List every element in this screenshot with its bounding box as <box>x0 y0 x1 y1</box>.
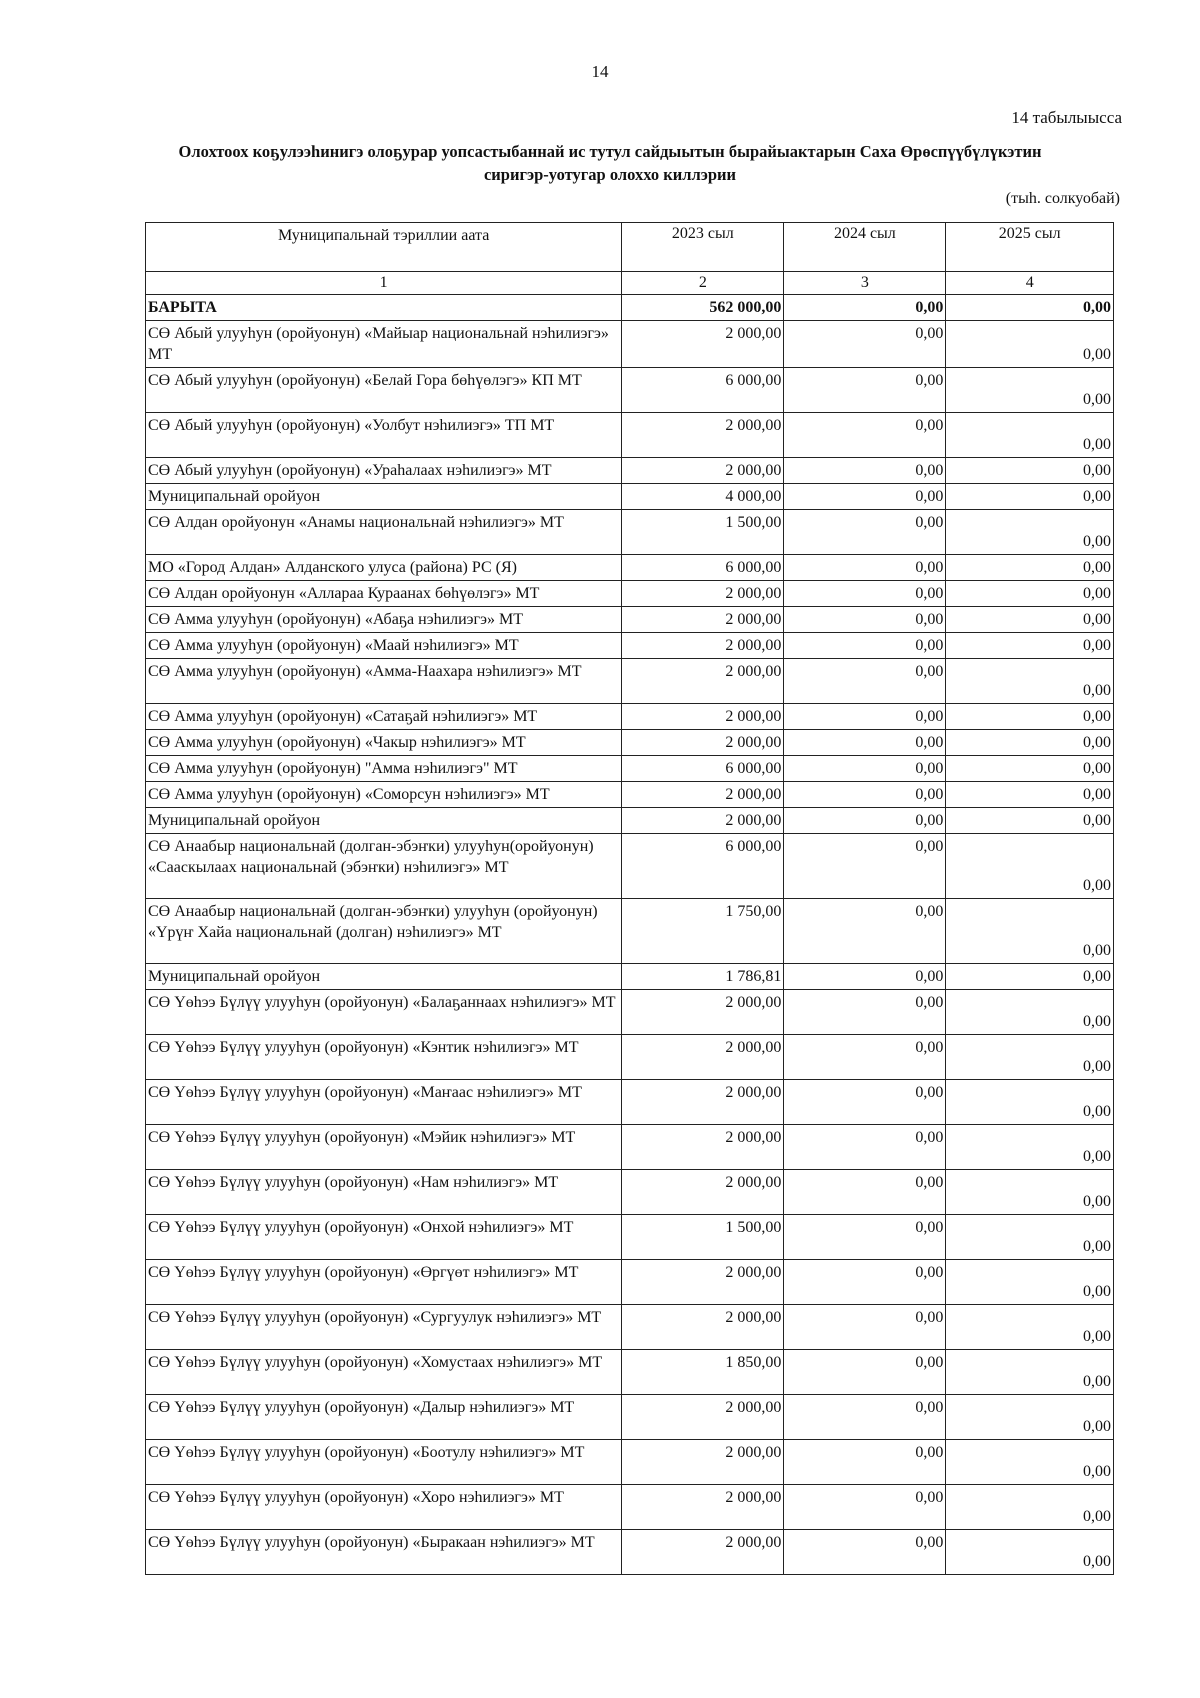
title-line-1: Олохтоох коҕулээһинигэ олоҕурар уопсастыбаннай ис тутул сайдыытын бырайыактарын Саха Өрөспүүбүлүкэтин <box>178 142 1042 161</box>
value-2025: 0,00 <box>946 704 1114 730</box>
municipality-name: СӨ Анаабыр национальнай (долган-эбэҥки) улууһун (оройуонун) «Үрүҥ Хайа национальнай (долган) нэһилиэгэ» МТ <box>146 899 622 964</box>
value-2024: 0,00 <box>784 1305 946 1350</box>
value-2024: 0,00 <box>784 295 946 321</box>
municipality-name: СӨ Үөһээ Бүлүү улууһун (оройуонун) «Балаҕаннаах нэһилиэгэ» МТ <box>146 990 622 1035</box>
value-2024: 0,00 <box>784 756 946 782</box>
table-row <box>146 1485 1114 1530</box>
municipality-name: СӨ Үөһээ Бүлүү улууһун (оройуонун) «Хоро нэһилиэгэ» МТ <box>146 1485 622 1530</box>
value-2023: 1 750,00 <box>622 899 784 964</box>
value-2024: 0,00 <box>784 607 946 633</box>
municipality-name: СӨ Үөһээ Бүлүү улууһун (оройуонун) «Хомустаах нэһилиэгэ» МТ <box>146 1350 622 1395</box>
value-2024: 0,00 <box>784 782 946 808</box>
column-number: 4 <box>946 272 1114 295</box>
municipality-name: Муниципальнай оройуон <box>146 964 622 990</box>
municipality-name: СӨ Абый улууһун (оройуонун) «Белай Гора бөһүөлэгэ» КП МТ <box>146 368 622 413</box>
value-2023: 2 000,00 <box>622 990 784 1035</box>
value-2025: 0,00 <box>946 1350 1114 1395</box>
table-row <box>146 484 1114 510</box>
municipality-name: СӨ Амма улууһун (оройуонун) «Сатаҕай нэһилиэгэ» МТ <box>146 704 622 730</box>
value-2024: 0,00 <box>784 1260 946 1305</box>
value-2024: 0,00 <box>784 510 946 555</box>
municipality-name: СӨ Алдан оройуонун «Анамы национальнай нэһилиэгэ» МТ <box>146 510 622 555</box>
value-2023: 2 000,00 <box>622 413 784 458</box>
table-row <box>146 1395 1114 1440</box>
value-2024: 0,00 <box>784 1125 946 1170</box>
value-2023: 2 000,00 <box>622 1260 784 1305</box>
municipality-name: СӨ Үөһээ Бүлүү улууһун (оройуонун) «Кэнтик нэһилиэгэ» МТ <box>146 1035 622 1080</box>
municipality-name: СӨ Үөһээ Бүлүү улууһун (оройуонун) «Далыр нэһилиэгэ» МТ <box>146 1395 622 1440</box>
table-row <box>146 1215 1114 1260</box>
funding-table <box>145 222 1114 1575</box>
header-row <box>146 223 1114 272</box>
value-2023: 6 000,00 <box>622 555 784 581</box>
table-row <box>146 1305 1114 1350</box>
table-row <box>146 555 1114 581</box>
municipality-name: СӨ Үөһээ Бүлүү улууһун (оройуонун) «Онхой нэһилиэгэ» МТ <box>146 1215 622 1260</box>
value-2023: 1 500,00 <box>622 1215 784 1260</box>
table-row <box>146 1260 1114 1305</box>
value-2025: 0,00 <box>946 1485 1114 1530</box>
value-2024: 0,00 <box>784 659 946 704</box>
table-row <box>146 321 1114 368</box>
table-row <box>146 730 1114 756</box>
value-2024: 0,00 <box>784 368 946 413</box>
table-row <box>146 990 1114 1035</box>
municipality-name: СӨ Абый улууһун (оройуонун) «Ураһалаах нэһилиэгэ» МТ <box>146 458 622 484</box>
value-2023: 2 000,00 <box>622 607 784 633</box>
value-2023: 2 000,00 <box>622 1395 784 1440</box>
municipality-name: Муниципальнай оройуон <box>146 808 622 834</box>
value-2024: 0,00 <box>784 1170 946 1215</box>
municipality-name: СӨ Амма улууһун (оройуонун) «Чакыр нэһилиэгэ» МТ <box>146 730 622 756</box>
value-2024: 0,00 <box>784 1350 946 1395</box>
table-row <box>146 581 1114 607</box>
value-2025: 0,00 <box>946 834 1114 899</box>
value-2023: 2 000,00 <box>622 633 784 659</box>
total-row <box>146 295 1114 321</box>
value-2024: 0,00 <box>784 990 946 1035</box>
table-row <box>146 756 1114 782</box>
municipality-name: СӨ Үөһээ Бүлүү улууһун (оройуонун) «Маҥаас нэһилиэгэ» МТ <box>146 1080 622 1125</box>
table-body <box>146 295 1114 1575</box>
value-2025: 0,00 <box>946 1260 1114 1305</box>
appendix-label: 14 табылыысса <box>1011 108 1122 127</box>
table-row <box>146 458 1114 484</box>
table-row <box>146 607 1114 633</box>
value-2025: 0,00 <box>946 1305 1114 1350</box>
value-2024: 0,00 <box>784 1080 946 1125</box>
column-number-row <box>146 272 1114 295</box>
value-2024: 0,00 <box>784 321 946 368</box>
value-2023: 2 000,00 <box>622 808 784 834</box>
value-2025: 0,00 <box>946 633 1114 659</box>
municipality-name: СӨ Үөһээ Бүлүү улууһун (оройуонун) «Мэйик нэһилиэгэ» МТ <box>146 1125 622 1170</box>
value-2025: 0,00 <box>946 295 1114 321</box>
value-2024: 0,00 <box>784 1530 946 1575</box>
value-2025: 0,00 <box>946 1215 1114 1260</box>
value-2023: 2 000,00 <box>622 1170 784 1215</box>
value-2023: 2 000,00 <box>622 1305 784 1350</box>
value-2025: 0,00 <box>946 413 1114 458</box>
title-line-2: сиригэр-уотугар олоххо киллэрии <box>483 165 737 184</box>
value-2023: 2 000,00 <box>622 659 784 704</box>
municipality-name: МО «Город Алдан» Алданского улуса (района) РС (Я) <box>146 555 622 581</box>
value-2025: 0,00 <box>946 484 1114 510</box>
table-row <box>146 1170 1114 1215</box>
municipality-name: СӨ Абый улууһун (оройуонун) «Уолбут нэһилиэгэ» ТП МТ <box>146 413 622 458</box>
table-row <box>146 782 1114 808</box>
value-2023: 6 000,00 <box>622 756 784 782</box>
value-2025: 0,00 <box>946 1080 1114 1125</box>
value-2024: 0,00 <box>784 1485 946 1530</box>
municipality-name: СӨ Үөһээ Бүлүү улууһун (оройуонун) «Өргүөт нэһилиэгэ» МТ <box>146 1260 622 1305</box>
value-2025: 0,00 <box>946 1035 1114 1080</box>
municipality-name: Муниципальнай оройуон <box>146 484 622 510</box>
table-row <box>146 1035 1114 1080</box>
header-name: Муниципальнай тэриллии аата <box>146 223 622 272</box>
value-2023: 2 000,00 <box>622 1485 784 1530</box>
value-2023: 1 786,81 <box>622 964 784 990</box>
value-2025: 0,00 <box>946 321 1114 368</box>
municipality-name: СӨ Амма улууһун (оройуонун) «Соморсун нэһилиэгэ» МТ <box>146 782 622 808</box>
value-2025: 0,00 <box>946 1395 1114 1440</box>
value-2024: 0,00 <box>784 1395 946 1440</box>
table-row <box>146 808 1114 834</box>
value-2025: 0,00 <box>946 659 1114 704</box>
value-2024: 0,00 <box>784 704 946 730</box>
municipality-name: СӨ Амма улууһун (оройуонун) «Абаҕа нэһилиэгэ» МТ <box>146 607 622 633</box>
table-row <box>146 834 1114 899</box>
value-2024: 0,00 <box>784 834 946 899</box>
table-row <box>146 1350 1114 1395</box>
value-2025: 0,00 <box>946 808 1114 834</box>
header-2024: 2024 сыл <box>784 223 946 272</box>
value-2023: 562 000,00 <box>622 295 784 321</box>
table-row <box>146 659 1114 704</box>
value-2023: 1 500,00 <box>622 510 784 555</box>
value-2025: 0,00 <box>946 555 1114 581</box>
value-2023: 2 000,00 <box>622 321 784 368</box>
table-row <box>146 899 1114 964</box>
value-2025: 0,00 <box>946 458 1114 484</box>
municipality-name: СӨ Анаабыр национальнай (долган-эбэҥки) улууһун(оройуонун) «Сааскылаах национальнай (эбэҥки) нэһилиэгэ» МТ <box>146 834 622 899</box>
column-number: 2 <box>622 272 784 295</box>
municipality-name: СӨ Амма улууһун (оройуонун) «Амма-Наахара нэһилиэгэ» МТ <box>146 659 622 704</box>
table-row <box>146 1080 1114 1125</box>
header-2023: 2023 сыл <box>622 223 784 272</box>
value-2024: 0,00 <box>784 555 946 581</box>
value-2023: 2 000,00 <box>622 1035 784 1080</box>
municipality-name: СӨ Үөһээ Бүлүү улууһун (оройуонун) «Сургуулук нэһилиэгэ» МТ <box>146 1305 622 1350</box>
value-2023: 2 000,00 <box>622 1530 784 1575</box>
value-2024: 0,00 <box>784 633 946 659</box>
table-row <box>146 964 1114 990</box>
value-2023: 1 850,00 <box>622 1350 784 1395</box>
municipality-name: СӨ Алдан оройуонун «Алларaa Курaанах бөһүөлэгэ» МТ <box>146 581 622 607</box>
value-2024: 0,00 <box>784 1440 946 1485</box>
value-2023: 2 000,00 <box>622 581 784 607</box>
table-row <box>146 413 1114 458</box>
value-2025: 0,00 <box>946 1170 1114 1215</box>
column-number: 1 <box>146 272 622 295</box>
municipality-name: СӨ Үөһээ Бүлүү улууһун (оройуонун) «Нам нэһилиэгэ» МТ <box>146 1170 622 1215</box>
value-2025: 0,00 <box>946 756 1114 782</box>
value-2025: 0,00 <box>946 368 1114 413</box>
value-2025: 0,00 <box>946 607 1114 633</box>
municipality-name: СӨ Үөһээ Бүлүү улууһун (оройуонун) «Боотулу нэһилиэгэ» МТ <box>146 1440 622 1485</box>
value-2023: 4 000,00 <box>622 484 784 510</box>
value-2023: 2 000,00 <box>622 704 784 730</box>
value-2025: 0,00 <box>946 782 1114 808</box>
municipality-name: СӨ Абый улууһун (оройуонун) «Майыар национальнай нэһилиэгэ» МТ <box>146 321 622 368</box>
table-row <box>146 510 1114 555</box>
value-2025: 0,00 <box>946 990 1114 1035</box>
value-2024: 0,00 <box>784 413 946 458</box>
table-row <box>146 1125 1114 1170</box>
units-label: (тыһ. солкуобай) <box>1005 190 1120 207</box>
value-2025: 0,00 <box>946 1125 1114 1170</box>
value-2024: 0,00 <box>784 484 946 510</box>
value-2023: 6 000,00 <box>622 368 784 413</box>
municipality-name: СӨ Амма улууһун (оройуонун) "Амма нэһилиэгэ" МТ <box>146 756 622 782</box>
value-2025: 0,00 <box>946 1440 1114 1485</box>
value-2024: 0,00 <box>784 1215 946 1260</box>
table-row <box>146 1530 1114 1575</box>
table-row <box>146 633 1114 659</box>
value-2024: 0,00 <box>784 964 946 990</box>
table-row <box>146 704 1114 730</box>
value-2025: 0,00 <box>946 1530 1114 1575</box>
value-2024: 0,00 <box>784 899 946 964</box>
column-number: 3 <box>784 272 946 295</box>
value-2023: 2 000,00 <box>622 458 784 484</box>
value-2024: 0,00 <box>784 581 946 607</box>
value-2023: 2 000,00 <box>622 1440 784 1485</box>
value-2025: 0,00 <box>946 899 1114 964</box>
value-2025: 0,00 <box>946 510 1114 555</box>
value-2023: 6 000,00 <box>622 834 784 899</box>
value-2023: 2 000,00 <box>622 730 784 756</box>
table-row <box>146 368 1114 413</box>
municipality-name: СӨ Үөһээ Бүлүү улууһун (оройуонун) «Быракаан нэһилиэгэ» МТ <box>146 1530 622 1575</box>
value-2025: 0,00 <box>946 964 1114 990</box>
value-2024: 0,00 <box>784 458 946 484</box>
header-2025: 2025 сыл <box>946 223 1114 272</box>
page-number: 14 <box>591 62 609 81</box>
municipality-name: БАРЫТА <box>146 295 622 321</box>
table-row <box>146 1440 1114 1485</box>
value-2023: 2 000,00 <box>622 1080 784 1125</box>
document-title <box>150 140 1070 186</box>
value-2023: 2 000,00 <box>622 1125 784 1170</box>
value-2025: 0,00 <box>946 581 1114 607</box>
value-2024: 0,00 <box>784 808 946 834</box>
value-2023: 2 000,00 <box>622 782 784 808</box>
value-2024: 0,00 <box>784 730 946 756</box>
value-2024: 0,00 <box>784 1035 946 1080</box>
value-2025: 0,00 <box>946 730 1114 756</box>
municipality-name: СӨ Амма улууһун (оройуонун) «Маай нэһилиэгэ» МТ <box>146 633 622 659</box>
